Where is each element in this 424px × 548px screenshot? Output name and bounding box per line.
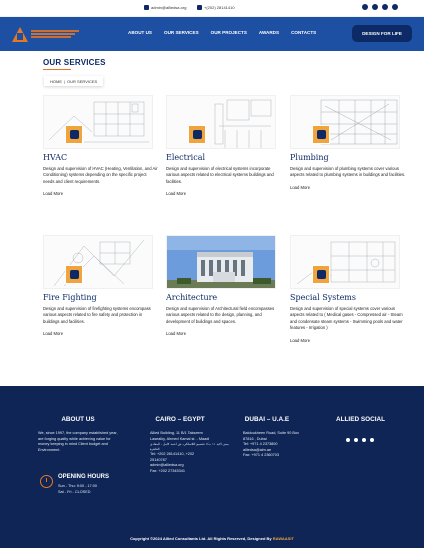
design-for-life-button[interactable]: DESIGN FOR LIFE [352, 25, 412, 42]
load-more-link[interactable]: Load More [166, 191, 187, 197]
footer-cairo [150, 416, 232, 475]
footer-dubai-heading: DUBAI – U.A.E [244, 416, 290, 423]
footer [0, 386, 424, 548]
footer-about-line: are forging quality while achieving value for [38, 436, 111, 441]
designer-link[interactable]: RAWAASIT [272, 536, 294, 541]
service-card-plumbing[interactable] [290, 95, 404, 190]
top-bar [0, 0, 424, 17]
breadcrumb [44, 76, 103, 86]
fire-fighting-image [43, 235, 153, 289]
footer-about-line: Environment. [38, 447, 61, 452]
nav-item-contacts[interactable]: CONTACTS [291, 30, 317, 35]
footer-dubai-address [243, 431, 323, 459]
footer-social-heading: ALLIED SOCIAL [336, 416, 385, 423]
electrical-icon [188, 125, 206, 144]
plumbing-icon [312, 125, 330, 144]
footer-dubai-line: 87816 , Dubai [243, 436, 267, 441]
copyright-text: Copyright ©2024 Allied Consultants Ltd. All Rights Reserved, Designed By [130, 536, 272, 541]
footer-cairo-phone-2[interactable]: 25140787 [150, 457, 167, 462]
clock-icon [40, 475, 53, 488]
footer-cairo-line: مبنى الايد ١١ ب/١ تقسيم اللاسلكي، ش احمد كامل - المعادي [150, 442, 229, 447]
opening-hours-text [58, 483, 109, 495]
service-description: Design and supervision of firefighting systems encompass various aspects related to fire safety and protection in buildings and facilities. [43, 306, 151, 324]
instagram-icon[interactable] [354, 438, 358, 442]
plumbing-image [290, 95, 400, 149]
footer-cairo-line: Allied Building, 11 B/1 Takseem [150, 431, 203, 435]
nav-item-about[interactable]: ABOUT US [128, 30, 152, 35]
special-systems-image [290, 235, 400, 289]
service-description: Design and supervision of HVAC (Heating, Ventilation, and Air Conditioning) systems depending on the specific project needs and client requirements. [43, 166, 158, 184]
nav-item-services[interactable]: OUR SERVICES [164, 30, 199, 35]
service-card-special-systems[interactable] [290, 235, 404, 343]
top-phone-text[interactable]: +(202) 28141410 [204, 5, 235, 10]
footer-dubai-fax: Fax: +971 4 2360703 [243, 453, 279, 458]
service-title[interactable]: HVAC [43, 153, 68, 162]
opening-hours-line: Sat - Fri - CLOSED [58, 490, 91, 494]
load-more-link[interactable]: Load More [166, 331, 187, 337]
footer-dubai [243, 416, 323, 459]
facebook-icon[interactable] [346, 438, 350, 442]
hvac-image [43, 95, 153, 149]
service-title[interactable]: Special Systems [290, 293, 356, 302]
top-social [362, 4, 398, 10]
service-description: Design and supervision of electrical systems incorporate various aspects related to electrical systems buildings and facilities. [166, 166, 274, 184]
nav-item-awards[interactable]: AWARDS [258, 30, 280, 35]
logo-mark [12, 25, 28, 43]
service-card-electrical[interactable] [166, 95, 280, 196]
load-more-link[interactable]: Load More [43, 331, 64, 337]
fire-fighting-icon [65, 265, 83, 284]
architecture-image [166, 235, 276, 289]
footer-social [336, 416, 396, 423]
service-description: Design and supervision of Architectural field encompasses various aspects related to the design, planning, and development of buildings and spaces. [166, 306, 275, 324]
special-systems-icon [312, 265, 330, 284]
footer-about-line: We, since 1997, the company established year, [38, 431, 118, 435]
load-more-link[interactable]: Load More [290, 184, 311, 190]
footer-cairo-line: Lasealky, Ahmed Kamal st. - Maadi [150, 436, 210, 441]
footer-about-text [38, 431, 143, 453]
breadcrumb-current: OUR SERVICES [67, 78, 98, 84]
footer-about [38, 416, 143, 453]
footer-cairo-email[interactable]: admin@alliedsa.org [150, 463, 184, 468]
main-nav [0, 17, 424, 51]
footer-dubai-line: Baldoukheen Road, Suite 90 Box [243, 431, 299, 435]
linkedin-icon[interactable] [362, 438, 366, 442]
service-title[interactable]: Plumbing [290, 153, 329, 162]
footer-about-heading: ABOUT US [61, 416, 95, 423]
service-description: Design and supervision of special systems cover various aspects related to ( Medical gases - Compressed air - Steam and condensate steam systems - Swimming pools and water features - Irrigation ) [290, 306, 403, 331]
footer-cairo-phone[interactable]: Tel: +202 28141410, +202 [150, 452, 195, 457]
service-description: Design and supervision of plumbing systems cover various aspects related to plumbing systems in buildings and facilities. [290, 166, 406, 178]
youtube-icon[interactable] [392, 4, 398, 10]
footer-cairo-line: القاهرة [150, 446, 160, 451]
page-title: OUR SERVICES [43, 58, 106, 67]
breadcrumb-separator: | [64, 78, 66, 84]
footer-dubai-phone[interactable]: Tel: +971 4 2373800 [243, 442, 278, 447]
linkedin-icon[interactable] [382, 4, 388, 10]
logo[interactable] [12, 23, 82, 45]
top-email[interactable] [144, 5, 186, 10]
top-phone[interactable] [197, 5, 235, 10]
footer-about-line: money keeping in mind Client budget and [38, 442, 108, 447]
opening-hours-heading: OPENING HOURS [58, 474, 110, 480]
footer-cairo-address [150, 431, 232, 475]
opening-hours [40, 474, 109, 495]
nav-item-projects[interactable]: OUR PROJECTS [210, 30, 247, 35]
title-underline [43, 69, 71, 70]
service-card-hvac[interactable] [43, 95, 157, 196]
copyright [0, 536, 424, 541]
load-more-link[interactable]: Load More [43, 191, 64, 197]
footer-cairo-heading: CAIRO – EGYPT [155, 416, 205, 423]
nav-menu [128, 30, 316, 35]
service-title[interactable]: Architecture [166, 293, 218, 302]
phone-icon [197, 5, 202, 10]
instagram-icon[interactable] [372, 4, 378, 10]
email-icon [144, 5, 149, 10]
footer-cairo-fax: Fax: +202 27345341 [150, 468, 185, 473]
footer-social-icons [346, 438, 374, 442]
breadcrumb-home[interactable]: HOME [50, 78, 62, 84]
electrical-image [166, 95, 276, 149]
load-more-link[interactable]: Load More [290, 337, 311, 343]
footer-dubai-email[interactable]: alliedsa@alm.ae [243, 447, 272, 452]
hvac-icon [65, 125, 83, 144]
service-title[interactable]: Electrical [166, 153, 206, 162]
logo-wordmark [31, 30, 79, 38]
youtube-icon[interactable] [370, 438, 374, 442]
opening-hours-line: Sun - Thu: 9:00 - 17:00 [58, 484, 97, 488]
service-card-architecture[interactable] [166, 235, 280, 336]
top-email-text[interactable]: admin@alliedsa.org [151, 5, 187, 10]
facebook-icon[interactable] [362, 4, 368, 10]
service-card-fire-fighting[interactable] [43, 235, 157, 336]
service-title[interactable]: Fire Fighting [43, 293, 97, 302]
